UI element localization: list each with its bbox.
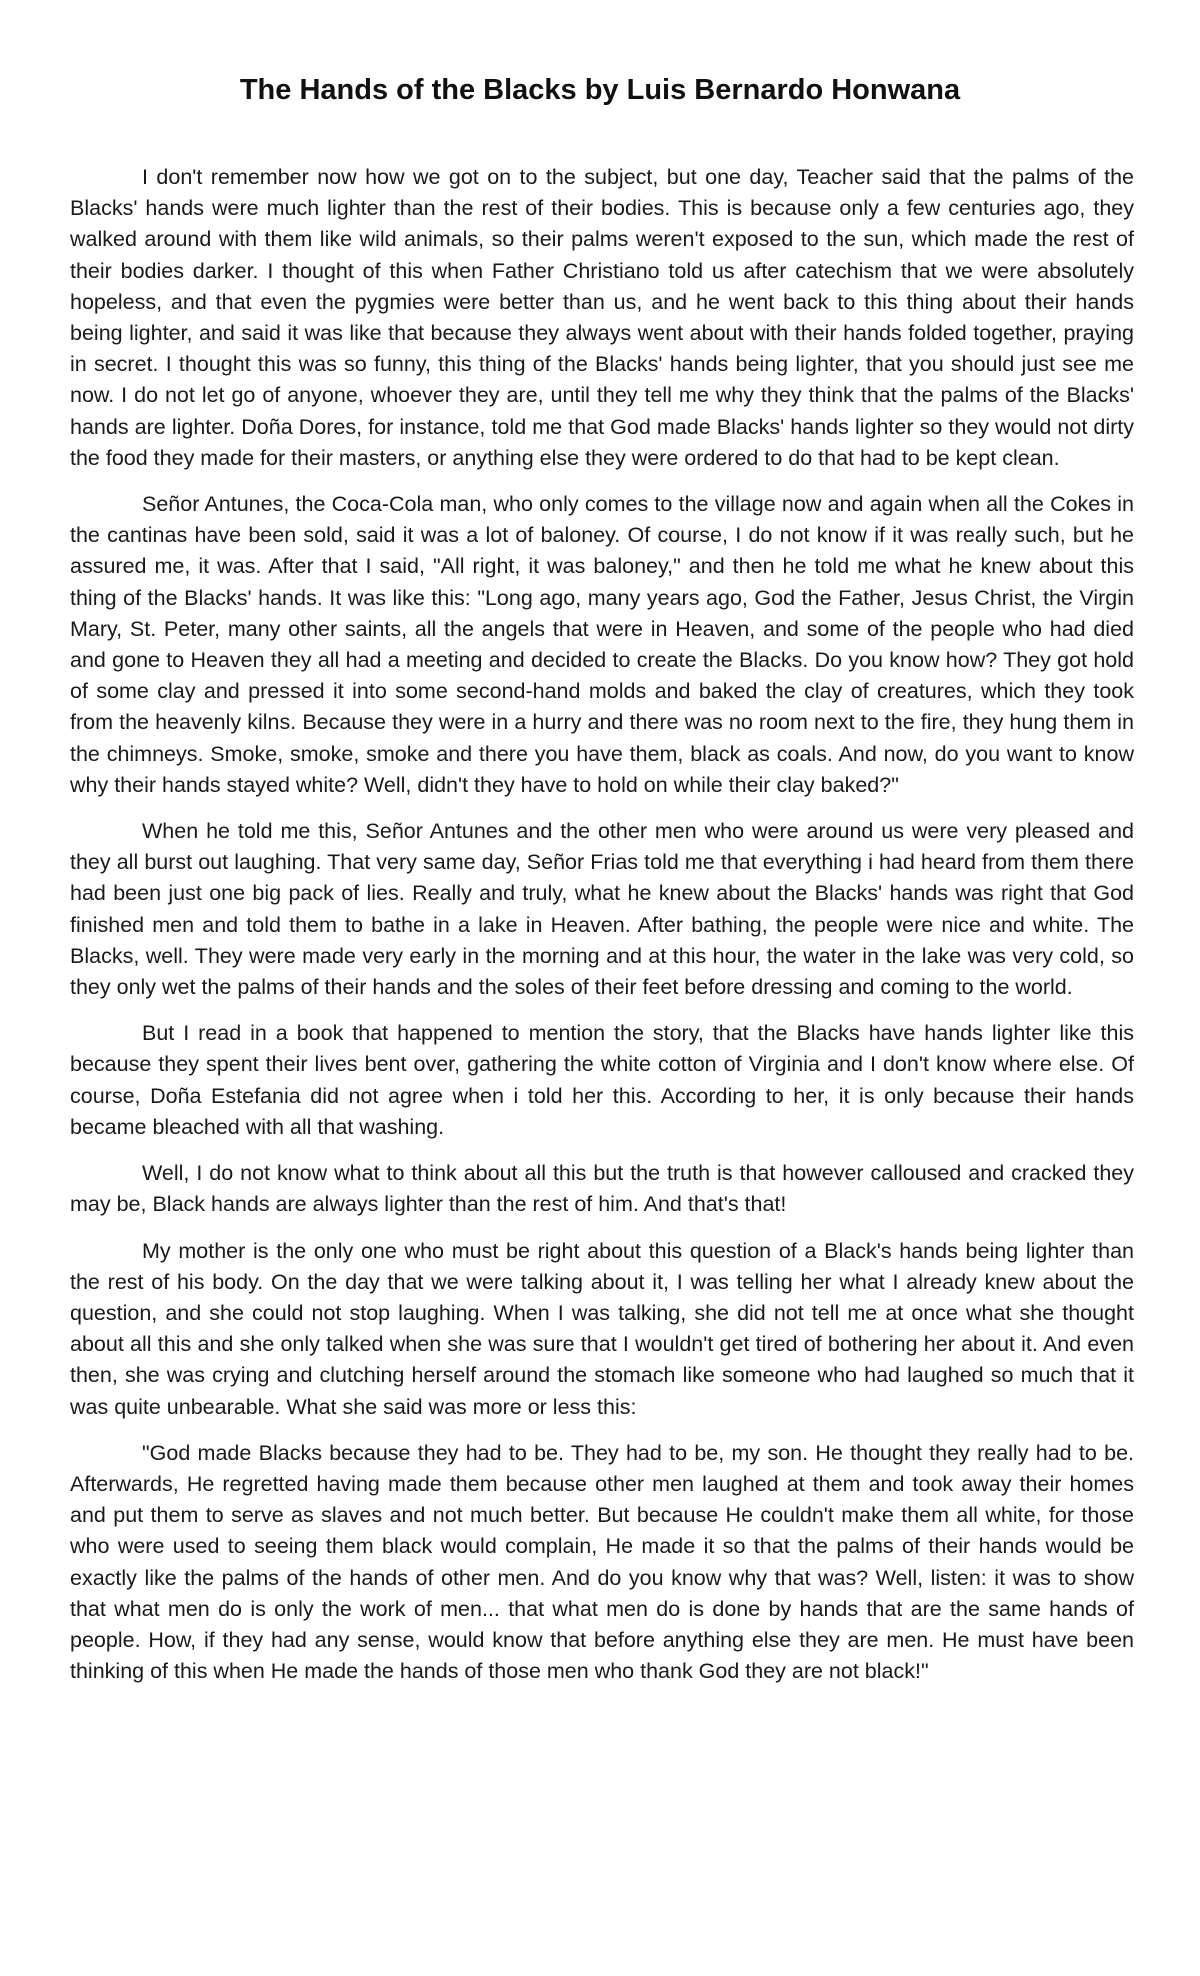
paragraph-4: But I read in a book that happened to mention the story, that the Blacks have hands lighter like this because they spent their lives bent over, gathering the white cotton of Virginia and I don't know where else. Of course, Doña Estefania did not agree when i told her this. According to her, it is only because their hands became bleached with all that washing.: [70, 1021, 1134, 1139]
paragraph-7: "God made Blacks because they had to be. They had to be, my son. He thought they really had to be. Afterwards, He regretted having made them because other men laughed at them and took away their homes and put them to serve as slaves and not much better. But because He couldn't make them all white, for those who were used to seeing them black would complain, He made it so that the palms of their hands would be exactly like the palms of the hands of other men. And do you know why that was? Well, listen: it was to show that what men do is only the work of men... that what men do is done by hands that are the same hands of people. How, if they had any sense, would know that before anything else they are men. He must have been thinking of this when He made the hands of those men who thank God they are not black!": [70, 1440, 1134, 1684]
paragraph-1: I don't remember now how we got on to the subject, but one day, Teacher said that the palms of the Blacks' hands were much lighter than the rest of their bodies. This is because only a few centuries ago, they walked around with them like wild animals, so their palms weren't exposed to the sun, which made the rest of their bodies darker. I thought of this when Father Christiano told us after catechism that we were absolutely hopeless, and that even the pygmies were better than us, and he went back to this thing about their hands being lighter, and said it was like that because they always went about with their hands folded together, praying in secret. I thought this was so funny, this thing of the Blacks' hands being lighter, that you should just see me now. I do not let go of anyone, whoever they are, until they tell me why they think that the palms of the Blacks' hands are lighter. Doña Dores, for instance, told me that God made Blacks' hands lighter so they would not dirty the food they made for their masters, or anything else they were ordered to do that had to be kept clean.: [70, 165, 1134, 470]
paragraph-6: My mother is the only one who must be right about this question of a Black's hands being lighter than the rest of his body. On the day that we were talking about it, I was telling her what I already knew about the question, and she could not stop laughing. When I was talking, she did not tell me at once what she thought about all this and she only talked when she was sure that I wouldn't get tired of bothering her about it. And even then, she was crying and clutching herself around the stomach like someone who had laughed so much that it was quite unbearable. What she said was more or less this:: [70, 1238, 1134, 1419]
paragraph-5: Well, I do not know what to think about all this but the truth is that however calloused and cracked they may be, Black hands are always lighter than the rest of him. And that's that!: [70, 1161, 1134, 1217]
document-title: The Hands of the Blacks by Luis Bernardo Honwana: [239, 74, 961, 106]
document-body: [70, 162, 1134, 1702]
paragraph-3: When he told me this, Señor Antunes and the other men who were around us were very pleased and they all burst out laughing. That very same day, Señor Frias told me that everything i had heard from them there had been just one big pack of lies. Really and truly, what he knew about the Blacks' hands was right that God finished men and told them to bathe in a lake in Heaven. After bathing, the people were nice and white. The Blacks, well. They were made very early in the morning and at this hour, the water in the lake was very cold, so they only wet the palms of their hands and the soles of their feet before dressing and coming to the world.: [70, 819, 1134, 1000]
paragraph-2: Señor Antunes, the Coca-Cola man, who only comes to the village now and again when all the Cokes in the cantinas have been sold, said it was a lot of baloney. Of course, I do not know if it was really such, but he assured me, it was. After that I said, "All right, it was baloney," and then he told me what he knew about this thing of the Blacks' hands. It was like this: "Long ago, many years ago, God the Father, Jesus Christ, the Virgin Mary, St. Peter, many other saints, all the angels that were in Heaven, and some of the people who had died and gone to Heaven they all had a meeting and decided to create the Blacks. Do you know how? They got hold of some clay and pressed it into some second-hand molds and baked the clay of creatures, which they took from the heavenly kilns. Because they were in a hurry and there was no room next to the fire, they hung them in the chimneys. Smoke, smoke, smoke and there you have them, black as coals. And now, do you want to know why their hands stayed white? Well, didn't they have to hold on while their clay baked?": [70, 492, 1134, 797]
